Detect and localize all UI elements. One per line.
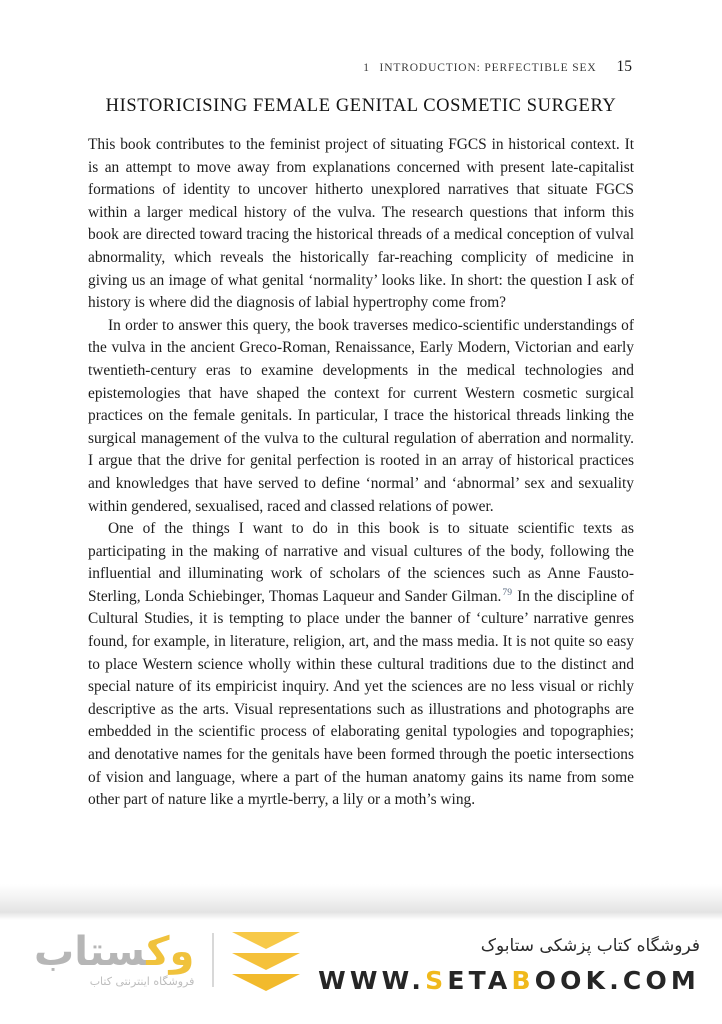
body-text-block (88, 134, 634, 812)
chevron-icon-bar-1 (232, 932, 300, 949)
paragraph-3-text-after-footnote: In the discipline of Cultural Studies, it is tempting to place under the banner of ‘culture’ narrative genres found, for example, in literature, religion, art, and the mass media. It is not quite so easy to place Western science wholly within these cultural traditions due to the distinct and special nature of its empiricist inquiry. And yet the sciences are no less visual or richly descriptive as the arts. Visual representations such as illustrations and photographs are embedded in the scientific process of elaborating genital typologies and topographies; and denotative names for the genitals have been formed through the poetic intersections of vision and language, where a part of the human anatomy gains its name from some other part of nature like a myrtle-berry, a lily or a moth’s wing. (88, 587, 634, 809)
logo-wordmark-text (34, 929, 195, 975)
paragraph-1: This book contributes to the feminist project of situating FGCS in historical context. It is an attempt to move away from explanations concerned with present late-capitalist formations of identity to uncover hitherto unexplored narratives that situate FGCS within a larger medical history of the vulva. The research questions that inform this book are directed toward tracing the historical threads of a medical conception of vulval abnormality, which reveals the historically far-reaching complicity of medicine in giving us an image of what genital ‘normality’ looks like. In short: the question I ask of history is where did the diagnosis of labial hypertrophy come from? (88, 136, 634, 312)
logo-wordmark (34, 929, 195, 988)
brand-tagline: فروشگاه کتاب پزشکی ستابوک (480, 936, 700, 956)
chevron-icon-bar-3 (232, 974, 300, 991)
url-segment-eta: ETA (447, 966, 512, 995)
url-letter-s: S (425, 966, 448, 995)
logo-divider (212, 933, 214, 987)
page-bottom-fade (0, 884, 722, 920)
paragraph-3 (88, 518, 634, 812)
setabook-logo[interactable] (34, 928, 300, 991)
logo-subtitle: فروشگاه اینترنتی کتاب (89, 975, 195, 988)
page-number: 15 (616, 58, 632, 75)
footer-watermark-banner (0, 920, 722, 1024)
url-segment-www: WWW. (318, 966, 426, 995)
running-head (363, 58, 632, 76)
url-letter-b: B (511, 966, 535, 995)
chevron-icon-bar-2 (232, 953, 300, 970)
logo-wordmark-gold-segment: وک (146, 929, 195, 975)
chevron-icon (232, 932, 300, 991)
brand-text-block (318, 936, 700, 995)
running-head-title: INTRODUCTION: PERFECTIBLE SEX (379, 62, 597, 74)
section-heading: HISTORICISING FEMALE GENITAL COSMETIC SURGERY (105, 96, 617, 116)
logo-wordmark-grey-segment: ستاب (34, 929, 147, 975)
running-head-chapter-number: 1 (363, 62, 370, 74)
paragraph-3-text-before-footnote: One of the things I want to do in this book is to situate scientific texts as participating in the making of narrative and visual cultures of the body, following the influential and illuminating work of scholars of the sciences such as Anne Fausto-Sterling, Londa Schiebinger, Thomas Laqueur and Sander Gilman. (88, 520, 634, 605)
url-segment-ook-com: OOK.COM (534, 966, 700, 995)
paragraph-2: In order to answer this query, the book traverses medico-scientific understandings of the vulva in the ancient Greco-Roman, Renaissance, Early Modern, Victorian and early twentieth-century eras to examine developments in the medical technologies and epistemologies that have shaped the context for current Western cosmetic surgical practices on the female genitals. In particular, I trace the historical threads linking the surgical management of the vulva to the cultural regulation of aberration and normality. I argue that the drive for genital perfection is rooted in an array of historical practices and knowledges that have served to define ‘normal’ and ‘abnormal’ sex and sexuality within gendered, sexualised, raced and classed relations of power. (88, 316, 634, 515)
brand-website-url[interactable] (318, 966, 700, 995)
footnote-reference-79[interactable]: 79 (502, 586, 512, 598)
